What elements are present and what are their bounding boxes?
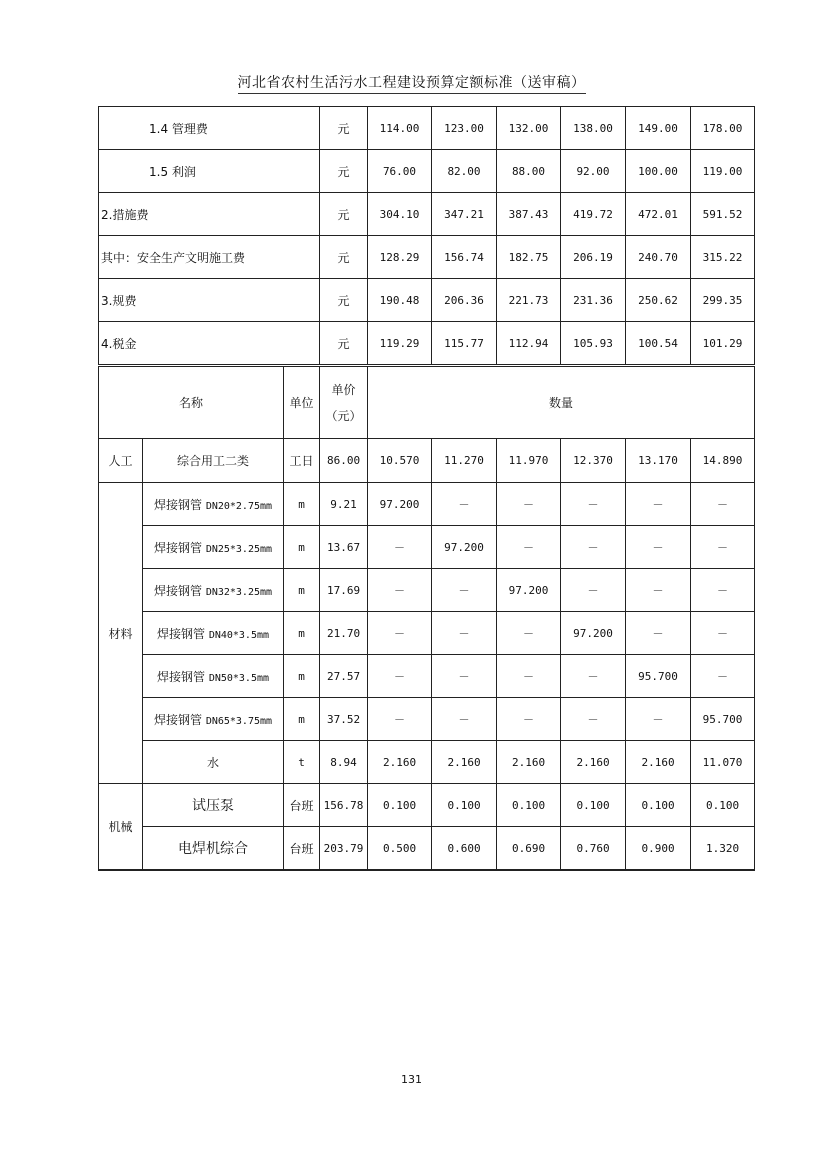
material-name-text: 焊接钢管 — [156, 669, 205, 684]
quantity-value: 0.100 — [691, 784, 755, 827]
material-price: 13.67 — [320, 526, 368, 569]
quantity-value: － — [368, 655, 432, 698]
fee-value: 315.22 — [691, 236, 755, 279]
material-row — [99, 612, 755, 655]
material-price: 27.57 — [320, 655, 368, 698]
quantity-value: － — [626, 483, 691, 526]
material-spec: DN25*3.25mm — [205, 543, 273, 555]
material-row — [99, 569, 755, 612]
quantity-value: － — [368, 526, 432, 569]
quantity-value: 10.570 — [368, 439, 432, 483]
quantity-value: 2.160 — [368, 741, 432, 784]
quantity-value: － — [561, 698, 626, 741]
fee-unit: 元 — [320, 150, 368, 193]
quantity-value: 13.170 — [626, 439, 691, 483]
material-spec: DN20*2.75mm — [205, 500, 273, 512]
fee-value: 347.21 — [432, 193, 497, 236]
fee-value: 128.29 — [368, 236, 432, 279]
fee-value: 119.29 — [368, 322, 432, 365]
machinery-unit: 台班 — [284, 784, 320, 827]
quantity-value: － — [626, 612, 691, 655]
fee-value: 206.19 — [561, 236, 626, 279]
fee-value: 240.70 — [626, 236, 691, 279]
quantity-value: － — [561, 526, 626, 569]
fee-value: 114.00 — [368, 107, 432, 150]
fee-value: 76.00 — [368, 150, 432, 193]
material-name — [143, 483, 284, 526]
machinery-price: 203.79 — [320, 827, 368, 871]
fee-value: 178.00 — [691, 107, 755, 150]
fee-row — [99, 236, 755, 279]
material-name — [143, 569, 284, 612]
quantity-value: 1.320 — [691, 827, 755, 871]
fee-unit: 元 — [320, 236, 368, 279]
fee-unit: 元 — [320, 107, 368, 150]
fee-name: 其中：安全生产文明施工费 — [99, 236, 320, 279]
fee-value: 138.00 — [561, 107, 626, 150]
fee-value: 304.10 — [368, 193, 432, 236]
fee-row — [99, 150, 755, 193]
page-number: 131 — [401, 1073, 422, 1086]
labor-price: 86.00 — [320, 439, 368, 483]
fee-value: 100.54 — [626, 322, 691, 365]
quantity-value: － — [432, 698, 497, 741]
material-unit: m — [284, 569, 320, 612]
quantity-value: 97.200 — [368, 483, 432, 526]
machinery-price: 156.78 — [320, 784, 368, 827]
header-unit: 单位 — [284, 367, 320, 439]
material-spec: DN50*3.5mm — [208, 672, 270, 684]
quantity-value: － — [561, 569, 626, 612]
material-unit: t — [284, 741, 320, 784]
quantity-value: － — [626, 698, 691, 741]
fee-value: 299.35 — [691, 279, 755, 322]
fee-value: 221.73 — [497, 279, 561, 322]
material-name — [143, 612, 284, 655]
quantity-value: 11.970 — [497, 439, 561, 483]
material-price: 37.52 — [320, 698, 368, 741]
header-name: 名称 — [99, 367, 284, 439]
quantity-value: － — [368, 698, 432, 741]
material-unit: m — [284, 526, 320, 569]
quantity-value: 2.160 — [561, 741, 626, 784]
material-name — [143, 698, 284, 741]
fee-value: 100.00 — [626, 150, 691, 193]
document-title-text: 河北省农村生活污水工程建设预算定额标准（送审稿） — [238, 75, 586, 94]
fee-row — [99, 322, 755, 365]
fee-value: 190.48 — [368, 279, 432, 322]
quantity-value: － — [691, 483, 755, 526]
labor-category: 人工 — [99, 439, 143, 483]
quantity-value: 11.270 — [432, 439, 497, 483]
quantity-value: 0.760 — [561, 827, 626, 871]
quantity-value: － — [691, 526, 755, 569]
labor-row — [99, 439, 755, 483]
quantity-value: 0.100 — [561, 784, 626, 827]
fee-table — [98, 106, 755, 365]
material-row — [99, 741, 755, 784]
quantity-value: 12.370 — [561, 439, 626, 483]
machinery-category: 机械 — [99, 784, 143, 871]
material-unit: m — [284, 655, 320, 698]
quantity-value: － — [497, 483, 561, 526]
quantity-value: 0.690 — [497, 827, 561, 871]
header-price — [320, 367, 368, 439]
quantity-value: － — [561, 655, 626, 698]
quantity-value: － — [497, 655, 561, 698]
material-name-text: 焊接钢管 — [153, 583, 202, 598]
material-spec: DN32*3.25mm — [205, 586, 273, 598]
fee-name: 3.规费 — [99, 279, 320, 322]
fee-unit: 元 — [320, 322, 368, 365]
quantity-value: 2.160 — [432, 741, 497, 784]
fee-value: 472.01 — [626, 193, 691, 236]
material-name — [143, 655, 284, 698]
quantity-value: 0.100 — [368, 784, 432, 827]
fee-value: 149.00 — [626, 107, 691, 150]
quantity-value: － — [691, 569, 755, 612]
fee-value: 123.00 — [432, 107, 497, 150]
fee-value: 419.72 — [561, 193, 626, 236]
material-price: 17.69 — [320, 569, 368, 612]
resource-table — [98, 366, 755, 871]
quantity-value: 0.600 — [432, 827, 497, 871]
quantity-value: － — [626, 569, 691, 612]
machinery-row — [99, 784, 755, 827]
quantity-value: － — [368, 569, 432, 612]
material-unit: m — [284, 612, 320, 655]
machinery-name: 电焊机综合 — [143, 827, 284, 871]
quantity-value: － — [497, 612, 561, 655]
quantity-value: 95.700 — [626, 655, 691, 698]
fee-value: 250.62 — [626, 279, 691, 322]
fee-row — [99, 193, 755, 236]
labor-unit: 工日 — [284, 439, 320, 483]
quantity-value: － — [691, 655, 755, 698]
material-name-text: 水 — [207, 755, 220, 770]
fee-value: 387.43 — [497, 193, 561, 236]
material-name-text: 焊接钢管 — [153, 540, 202, 555]
fee-name: 1.4 管理费 — [99, 107, 320, 150]
fee-value: 88.00 — [497, 150, 561, 193]
quantity-value: 0.500 — [368, 827, 432, 871]
labor-name: 综合用工二类 — [143, 439, 284, 483]
header-quantity: 数量 — [368, 367, 755, 439]
quantity-value: － — [432, 569, 497, 612]
machinery-row — [99, 827, 755, 871]
material-row — [99, 698, 755, 741]
quantity-value: － — [626, 526, 691, 569]
fee-value: 92.00 — [561, 150, 626, 193]
quantity-value: － — [497, 526, 561, 569]
material-name — [143, 741, 284, 784]
material-price: 21.70 — [320, 612, 368, 655]
quantity-value: － — [432, 655, 497, 698]
quantity-value: － — [432, 612, 497, 655]
header-row — [99, 367, 755, 439]
fee-value: 182.75 — [497, 236, 561, 279]
material-row — [99, 483, 755, 526]
fee-value: 132.00 — [497, 107, 561, 150]
fee-value: 82.00 — [432, 150, 497, 193]
header-price-line2: （元） — [325, 408, 362, 423]
fee-name: 1.5 利润 — [99, 150, 320, 193]
fee-value: 119.00 — [691, 150, 755, 193]
fee-value: 206.36 — [432, 279, 497, 322]
material-category: 材料 — [99, 483, 143, 784]
fee-value: 105.93 — [561, 322, 626, 365]
quantity-value: 0.100 — [626, 784, 691, 827]
fee-name: 4.税金 — [99, 322, 320, 365]
quantity-value: － — [497, 698, 561, 741]
material-row — [99, 655, 755, 698]
machinery-unit: 台班 — [284, 827, 320, 871]
material-spec: DN40*3.5mm — [208, 629, 270, 641]
quantity-value: － — [368, 612, 432, 655]
quantity-value: － — [691, 612, 755, 655]
material-name-text: 焊接钢管 — [153, 497, 202, 512]
fee-value: 156.74 — [432, 236, 497, 279]
quantity-value: 0.900 — [626, 827, 691, 871]
material-price: 8.94 — [320, 741, 368, 784]
fee-value: 591.52 — [691, 193, 755, 236]
material-unit: m — [284, 698, 320, 741]
material-name-text: 焊接钢管 — [156, 626, 205, 641]
material-row — [99, 526, 755, 569]
quantity-value: 97.200 — [432, 526, 497, 569]
fee-value: 115.77 — [432, 322, 497, 365]
material-spec: DN65*3.75mm — [205, 715, 273, 727]
fee-value: 231.36 — [561, 279, 626, 322]
fee-value: 112.94 — [497, 322, 561, 365]
fee-value: 101.29 — [691, 322, 755, 365]
quantity-value: 97.200 — [561, 612, 626, 655]
header-price-line1: 单价 — [331, 382, 356, 397]
quantity-value: － — [561, 483, 626, 526]
material-name-text: 焊接钢管 — [153, 712, 202, 727]
fee-row — [99, 107, 755, 150]
fee-row — [99, 279, 755, 322]
material-unit: m — [284, 483, 320, 526]
quantity-value: 97.200 — [497, 569, 561, 612]
quantity-value: 14.890 — [691, 439, 755, 483]
fee-name: 2.措施费 — [99, 193, 320, 236]
quantity-value: － — [432, 483, 497, 526]
machinery-name: 试压泵 — [143, 784, 284, 827]
fee-unit: 元 — [320, 193, 368, 236]
quantity-value: 2.160 — [626, 741, 691, 784]
fee-unit: 元 — [320, 279, 368, 322]
quantity-value: 11.070 — [691, 741, 755, 784]
material-name — [143, 526, 284, 569]
quantity-value: 2.160 — [497, 741, 561, 784]
quantity-value: 95.700 — [691, 698, 755, 741]
document-title — [0, 72, 823, 92]
quantity-value: 0.100 — [432, 784, 497, 827]
material-price: 9.21 — [320, 483, 368, 526]
quantity-value: 0.100 — [497, 784, 561, 827]
